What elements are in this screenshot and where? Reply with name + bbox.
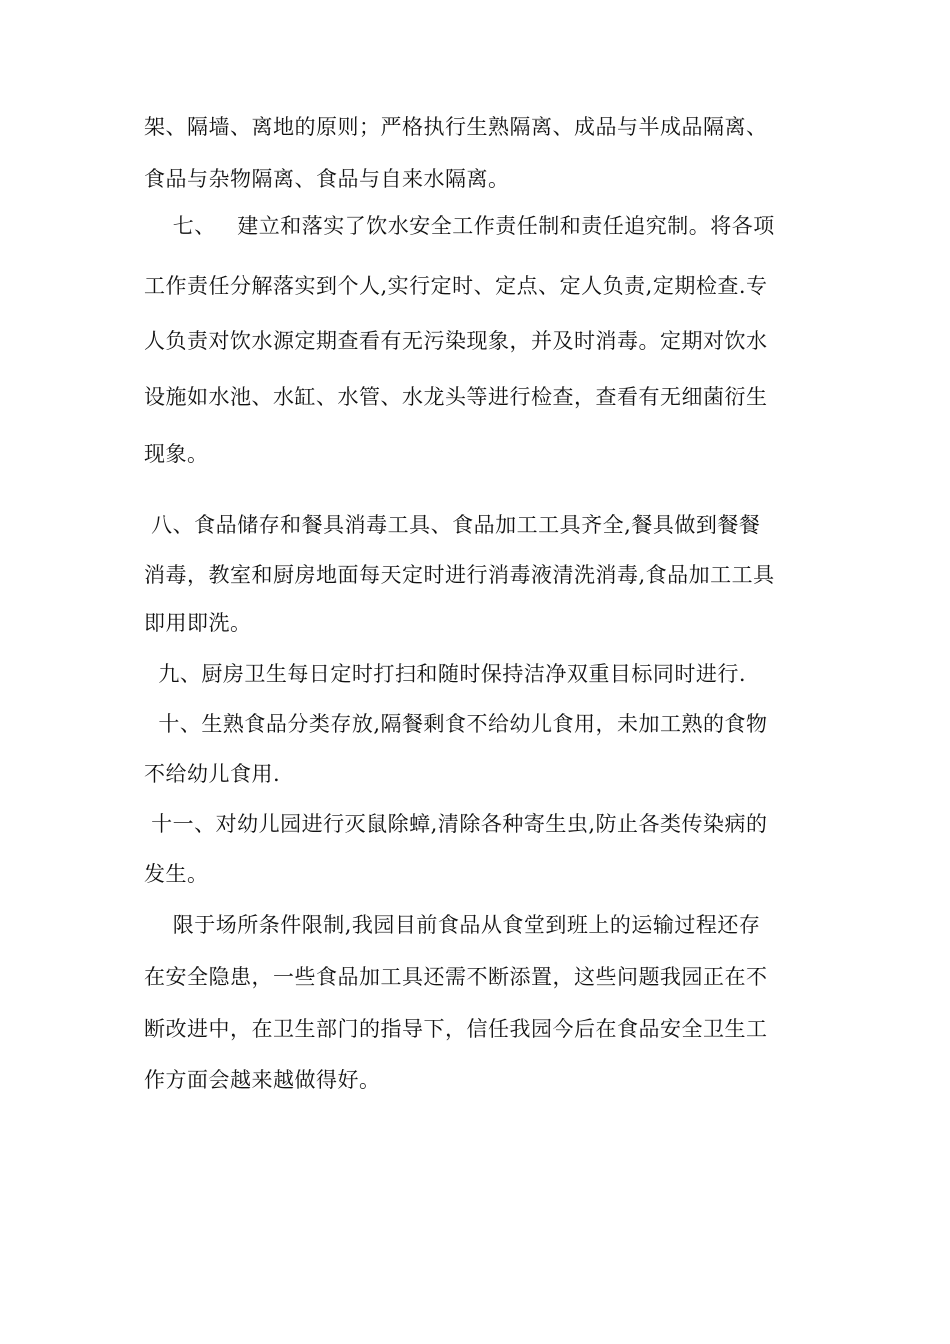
text-line: 即用即洗。 (144, 611, 252, 635)
text-line: 断改进中，在卫生部门的指导下，信任我园今后在食品安全卫生工 (144, 1017, 768, 1041)
text-line: 不给幼儿食用. (144, 762, 281, 786)
text-line: 十一、对幼儿园进行灭鼠除蟑,清除各种寄生虫,防止各类传染病的 (144, 812, 768, 836)
text-line: 九、厨房卫生每日定时打扫和随时保持洁净双重目标同时进行. (144, 662, 747, 686)
text-line: 在安全隐患，一些食品加工具还需不断添置，这些问题我园正在不 (144, 965, 768, 989)
text-line: 作方面会越来越做得好。 (144, 1068, 381, 1092)
text-line: 限于场所条件限制,我园目前食品从食堂到班上的运输过程还存 (144, 913, 761, 937)
text-line: 发生。 (144, 862, 209, 886)
text-line: 十、生熟食品分类存放,隔餐剩食不给幼儿食用，未加工熟的食物 (144, 712, 768, 736)
text-line: 食品与杂物隔离、食品与自来水隔离。 (144, 167, 510, 191)
text-line: 七、 建立和落实了饮水安全工作责任制和责任追究制。将各项 (144, 214, 775, 238)
text-line: 人负责对饮水源定期查看有无污染现象，并及时消毒。定期对饮水 (144, 329, 768, 353)
text-line: 现象。 (144, 442, 209, 466)
text-line: 工作责任分解落实到个人,实行定时、定点、定人负责,定期检查.专 (144, 274, 768, 298)
text-line: 消毒，教室和厨房地面每天定时进行消毒液清洗消毒,食品加工工具 (144, 563, 775, 587)
text-line: 八、食品储存和餐具消毒工具、食品加工工具齐全,餐具做到餐餐 (144, 513, 761, 537)
text-line: 架、隔墙、离地的原则；严格执行生熟隔离、成品与半成品隔离、 (144, 115, 768, 139)
text-line: 设施如水池、水缸、水管、水龙头等进行检查，查看有无细菌衍生 (144, 385, 768, 409)
